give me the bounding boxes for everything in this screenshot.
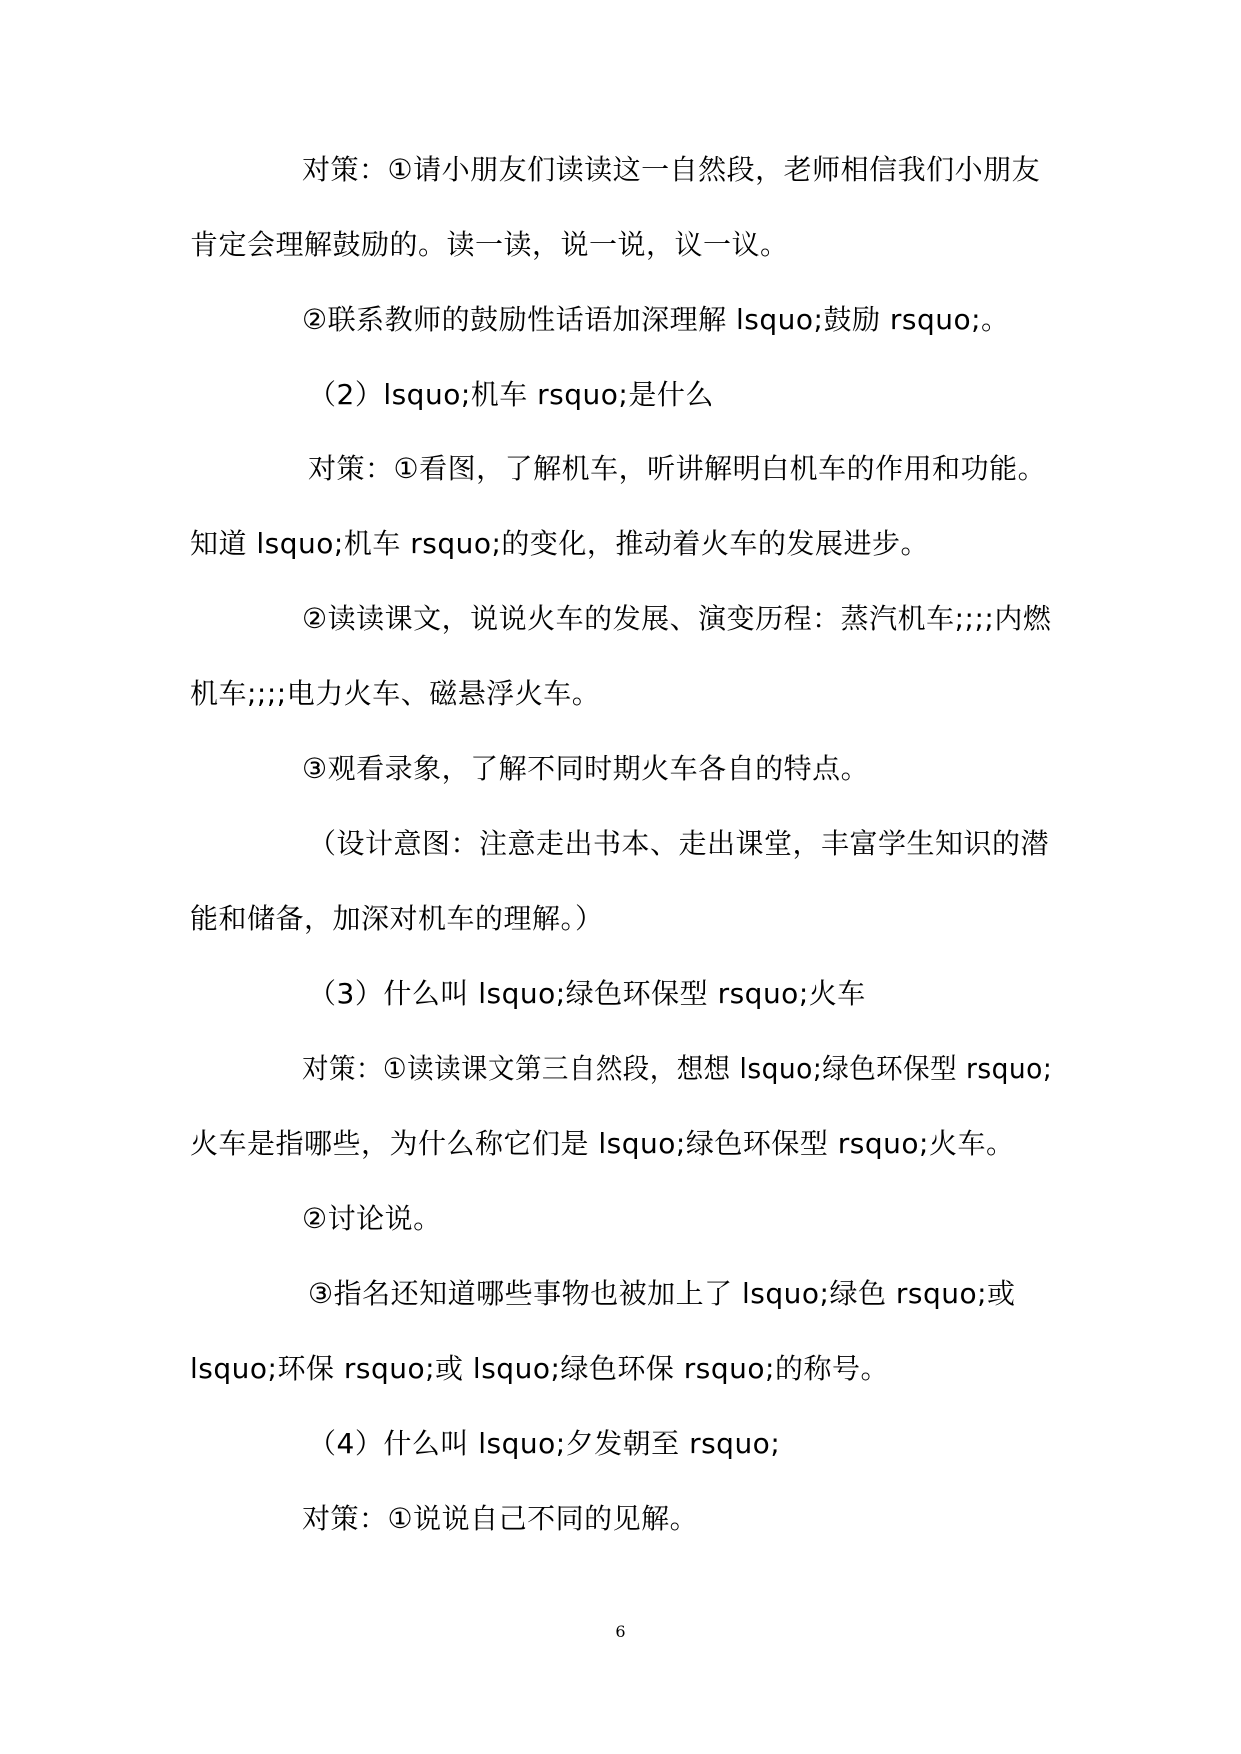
paragraph-line: ②读读课文，说说火车的发展、演变历程：蒸汽机车;;;;内燃 [302,602,1052,635]
page-number: 6 [615,1622,626,1641]
paragraph-line: 对策：①读读课文第三自然段，想想 lsquo;绿色环保型 rsquo; [302,1052,1053,1085]
paragraph-line: 对策：①说说自己不同的见解。 [302,1502,699,1535]
paragraph-line: （4）什么叫 lsquo;夕发朝至 rsquo; [308,1427,781,1460]
paragraph-line: 知道 lsquo;机车 rsquo;的变化，推动着火车的发展进步。 [190,527,929,560]
paragraph-line: ③指名还知道哪些事物也被加上了 lsquo;绿色 rsquo;或 [308,1277,1016,1310]
paragraph-line: ③观看录象，了解不同时期火车各自的特点。 [302,752,870,785]
paragraph-line: （3）什么叫 lsquo;绿色环保型 rsquo;火车 [308,977,866,1010]
paragraph-line: 对策：①看图，了解机车，听讲解明白机车的作用和功能。 [308,452,1047,485]
paragraph-line: （设计意图：注意走出书本、走出课堂，丰富学生知识的潜 [308,827,1050,860]
paragraph-line: 能和储备，加深对机车的理解。） [190,902,604,935]
paragraph-line: （2）lsquo;机车 rsquo;是什么 [308,378,714,411]
paragraph-line: 机车;;;;电力火车、磁悬浮火车。 [190,677,601,710]
paragraph-line: 火车是指哪些，为什么称它们是 lsquo;绿色环保型 rsquo;火车。 [190,1127,1015,1160]
paragraph-line: lsquo;环保 rsquo;或 lsquo;绿色环保 rsquo;的称号。 [190,1352,889,1385]
paragraph-line: ②讨论说。 [302,1202,442,1235]
paragraph-line: ②联系教师的鼓励性话语加深理解 lsquo;鼓励 rsquo;。 [302,303,1010,336]
paragraph-line: 对策：①请小朋友们读读这一自然段，老师相信我们小朋友 [302,153,1041,186]
paragraph-line: 肯定会理解鼓励的。读一读，说一说，议一议。 [190,228,789,261]
